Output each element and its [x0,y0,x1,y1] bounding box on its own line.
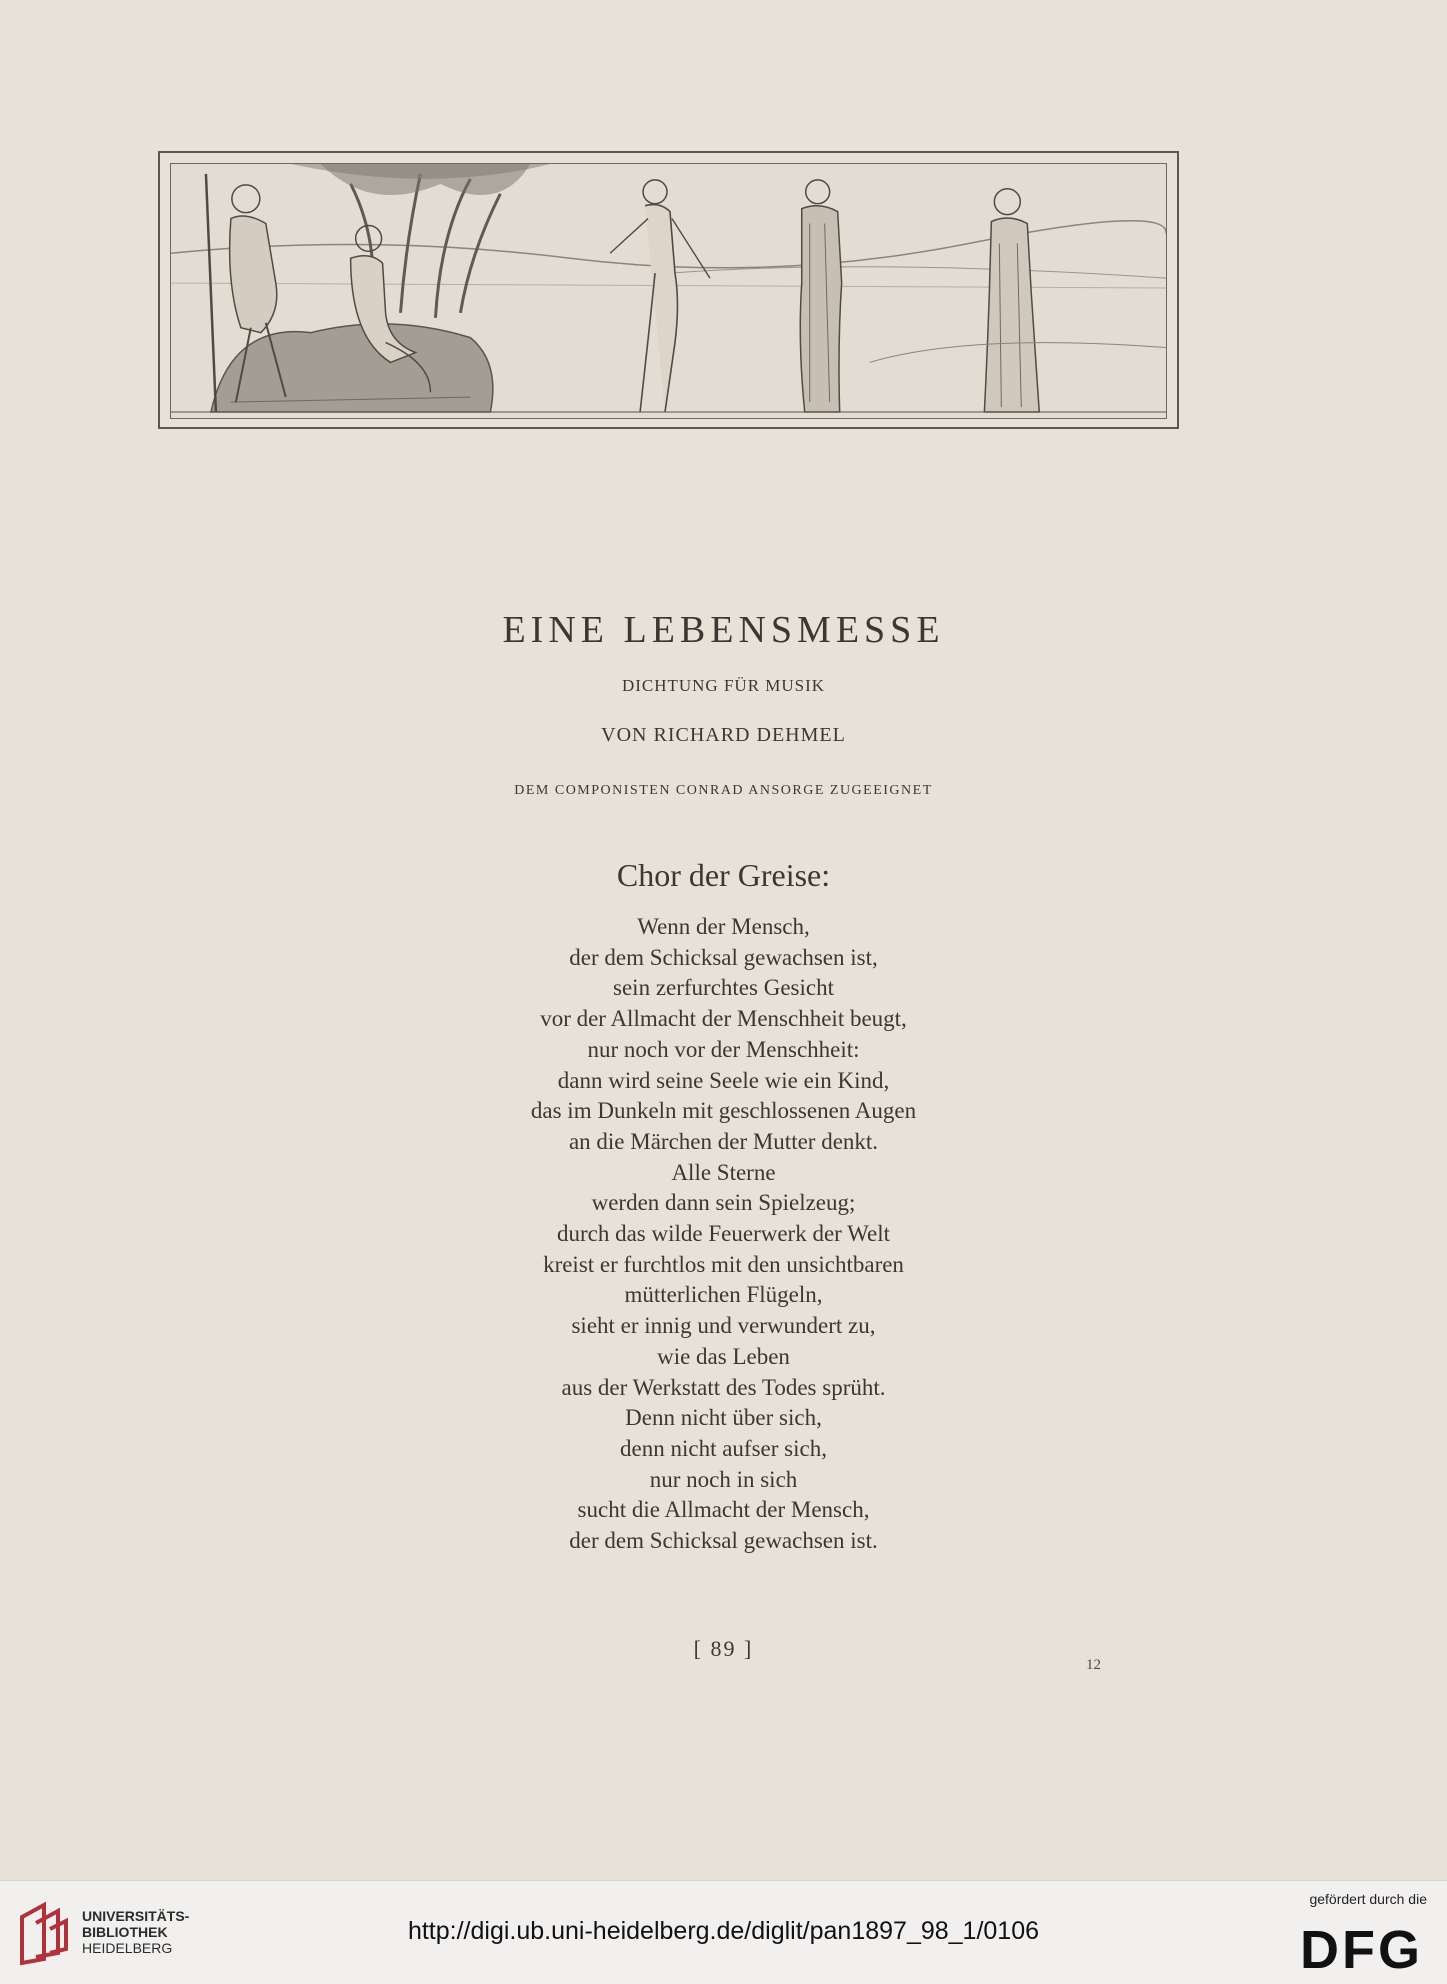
permalink-url[interactable]: http://digi.ub.uni-heidelberg.de/diglit/pan1897_98_1/0106 [407,1917,1040,1945]
poem-line: sein zerfurchtes Gesicht [613,975,834,1001]
poem-line: dann wird seine Seele wie ein Kind, [557,1067,890,1093]
library-name-line: UNIVERSITÄTS- [82,1908,190,1924]
illustration-drawing [171,164,1166,418]
poem-line: der dem Schicksal gewachsen ist, [569,944,878,970]
poem-line: mütterlichen Flügeln, [624,1282,823,1308]
section-heading: Chor der Greise: [616,857,831,893]
poem-line: sucht die Allmacht der Mensch, [577,1497,870,1523]
poem-line: kreist er furchtlos mit den unsichtbaren [543,1251,904,1277]
poem-line: vor der Allmacht der Menschheit beugt, [540,1006,907,1032]
funding-label: gefördert durch die [1309,1891,1427,1907]
poem-line: nur noch vor der Menschheit: [587,1036,860,1062]
printer-signature-mark: 12 [1086,1657,1101,1673]
author-line: VON RICHARD DEHMEL [601,724,846,746]
poem-line: nur noch in sich [649,1466,798,1492]
viewer-footer [0,1880,1447,1984]
dedication-line: DEM COMPONISTEN CONRAD ANSORGE ZUGEEIGNET [514,783,933,798]
library-name-line: HEIDELBERG [82,1940,173,1956]
poem-line: an die Märchen der Mutter denkt. [568,1128,879,1154]
poem-line: sieht er innig und verwundert zu, [571,1313,876,1339]
page-number: [ 89 ] [693,1636,754,1661]
poem-line: Denn nicht über sich, [625,1405,822,1431]
poem-line: wie das Leben [657,1343,790,1369]
poem-line: durch das wilde Feuerwerk der Welt [556,1221,891,1247]
header-illustration [170,163,1167,419]
poem-line: werden dann sein Spielzeug; [591,1190,856,1216]
dfg-logo: DFG [1300,1920,1423,1980]
poem-title: EINE LEBENSMESSE [502,609,945,651]
poem-subtitle: DICHTUNG FÜR MUSIK [621,676,826,695]
poem-line: denn nicht aufser sich, [620,1435,827,1461]
poem-line: Wenn der Mensch, [637,914,810,939]
poem-line: der dem Schicksal gewachsen ist. [569,1528,878,1554]
poem-line: Alle Sterne [671,1159,776,1185]
poem-body [0,912,1447,1557]
poem-line: das im Dunkeln mit geschlossenen Augen [530,1098,917,1124]
poem-line: aus der Werkstatt des Todes sprüht. [561,1374,886,1400]
library-name-line: BIBLIOTHEK [82,1924,168,1940]
